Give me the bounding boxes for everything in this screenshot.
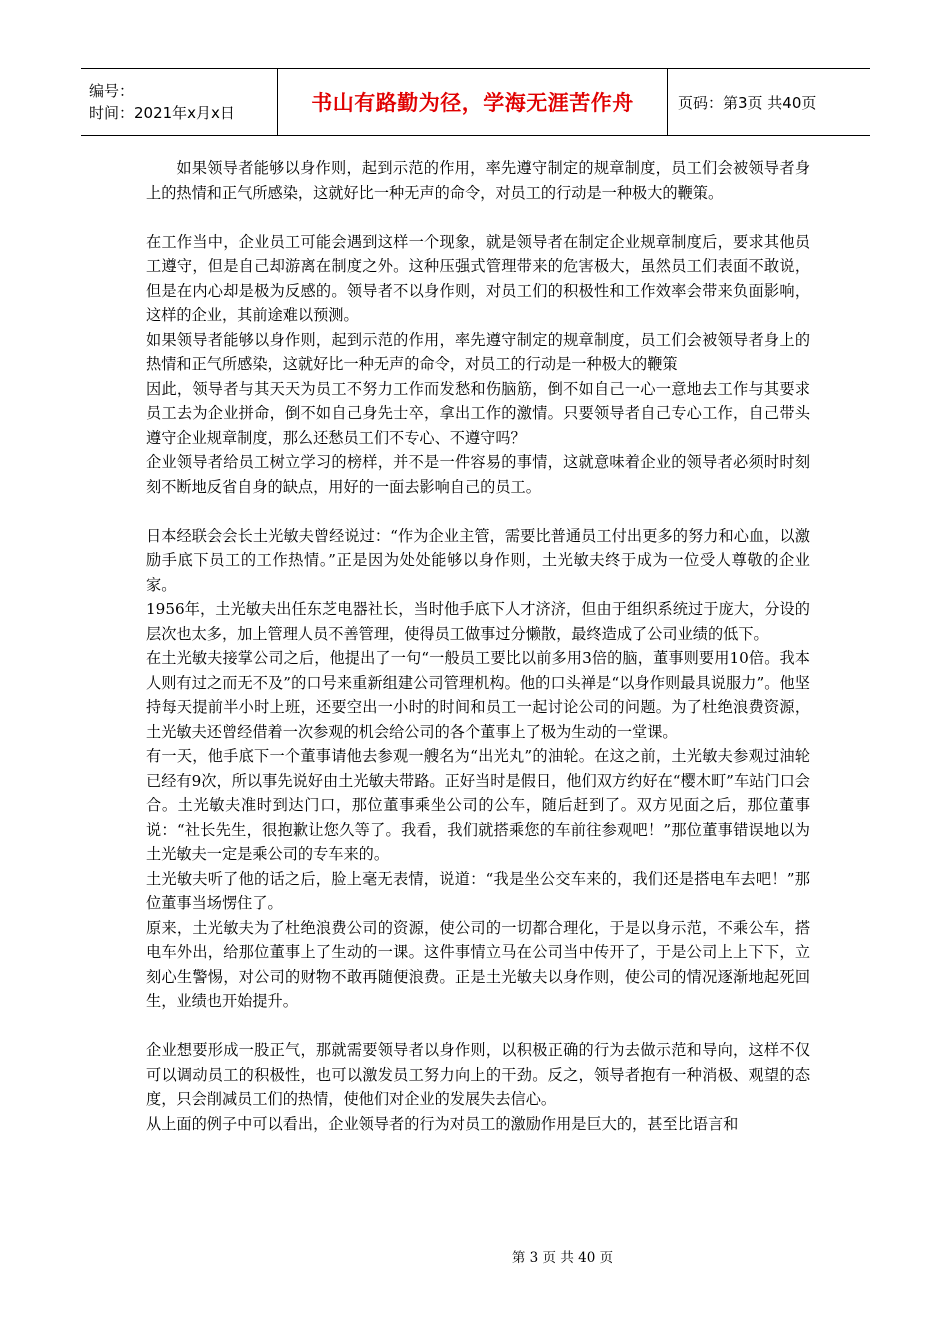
body-paragraph: 有一天，他手底下一个董事请他去参观一艘名为“出光丸”的油轮。在这之前，土光敏夫参观过油轮已经有9次，所以事先说好由土光敏夫带路。正好当时是假日，他们双方约好在“樱木町”车站门口会合。土光敏夫准时到达门口，那位董事乘坐公司的公车，随后赶到了。双方见面之后，那位董事说：“社长先生，很抱歉让您久等了。我看，我们就搭乘您的车前往参观吧！”那位董事错误地以为土光敏夫一定是乘公司的专车来的。 — [146, 747, 810, 863]
body-paragraph: 如果领导者能够以身作则，起到示范的作用，率先遵守制定的规章制度，员工们会被领导者身上的热情和正气所感染，这就好比一种无声的命令，对员工的行动是一种极大的鞭策。 — [146, 159, 810, 202]
body-paragraph: 日本经联会会长土光敏夫曾经说过：“作为企业主管，需要比普通员工付出更多的努力和心血，以激励手底下员工的工作热情。”正是因为处处能够以身作则，土光敏夫终于成为一位受人尊敬的企业家。 — [146, 526, 810, 594]
body-paragraph: 从上面的例子中可以看出，企业领导者的行为对员工的激励作用是巨大的，甚至比语言和 — [146, 1114, 739, 1133]
body-paragraph: 原来，土光敏夫为了杜绝浪费公司的资源，使公司的一切都合理化，于是以身示范，不乘公车，搭电车外出，给那位董事上了生动的一课。这件事情立马在公司当中传开了，于是公司上上下下，立刻心生警惕，对公司的财物不敢再随便浪费。正是土光敏夫以身作则，使公司的情况逐渐地起死回生，业绩也开始提升。 — [146, 918, 810, 1010]
header-meta-cell — [81, 69, 278, 135]
body-paragraph: 土光敏夫听了他的话之后，脸上毫无表情，说道：“我是坐公交车来的，我们还是搭电车去吧！”那位董事当场愣住了。 — [146, 869, 810, 912]
document-number-label: 编号： — [89, 82, 135, 100]
header-page-info: 页码：第3页 共40页 — [678, 93, 817, 112]
body-paragraph: 在工作当中，企业员工可能会遇到这样一个现象，就是领导者在制定企业规章制度后，要求其他员工遵守，但是自己却游离在制度之外。这种压强式管理带来的危害极大，虽然员工们表面不敢说，但是在内心却是极为反感的。领导者不以身作则，对员工们的积极性和工作效率会带来负面影响，这样的企业，其前途难以预测。 — [146, 232, 810, 324]
header-motto: 书山有路勤为径，学海无涯苦作舟 — [278, 69, 668, 135]
body-paragraph: 企业领导者给员工树立学习的榜样，并不是一件容易的事情，这就意味着企业的领导者必须时时刻刻不断地反省自身的缺点，用好的一面去影响自己的员工。 — [146, 453, 810, 496]
body-paragraph: 1956年，土光敏夫出任东芝电器社长，当时他手底下人才济济，但由于组织系统过于庞大，分设的层次也太多，加上管理人员不善管理，使得员工做事过分懒散，最终造成了公司业绩的低下。 — [146, 600, 810, 643]
page-footer: 第 3 页 共 40 页 — [511, 1250, 614, 1266]
body-paragraph: 企业想要形成一股正气，那就需要领导者以身作则，以积极正确的行为去做示范和导向，这样不仅可以调动员工的积极性，也可以激发员工努力向上的干劲。反之，领导者抱有一种消极、观望的态度，只会削减员工们的热情，使他们对企业的发展失去信心。 — [146, 1041, 810, 1108]
body-paragraph: 因此，领导者与其天天为员工不努力工作而发愁和伤脑筋，倒不如自己一心一意地去工作与其要求员工去为企业拼命，倒不如自己身先士卒，拿出工作的激情。只要领导者自己专心工作，自己带头遵守企业规章制度，那么还愁员工们不专心、不遵守吗？ — [146, 379, 810, 447]
body-paragraph: 在土光敏夫接掌公司之后，他提出了一句“一般员工要比以前多用3倍的脑，董事则要用10倍。我本人则有过之而无不及”的口号来重新组建公司管理机构。他的口头禅是“以身作则最具说服力”。他坚持每天提前半小时上班，还要空出一小时的时间和员工一起讨论公司的问题。为了杜绝浪费资源，土光敏夫还曾经借着一次参观的机会给公司的各个董事上了极为生动的一堂课。 — [146, 649, 810, 741]
page-header — [81, 68, 870, 136]
document-date-label: 时间：2021年x月x日 — [89, 104, 235, 122]
body-paragraph: 如果领导者能够以身作则，起到示范的作用，率先遵守制定的规章制度，员工们会被领导者身上的热情和正气所感染，这就好比一种无声的命令，对员工的行动是一种极大的鞭策 — [146, 330, 810, 373]
document-body — [146, 156, 810, 1136]
